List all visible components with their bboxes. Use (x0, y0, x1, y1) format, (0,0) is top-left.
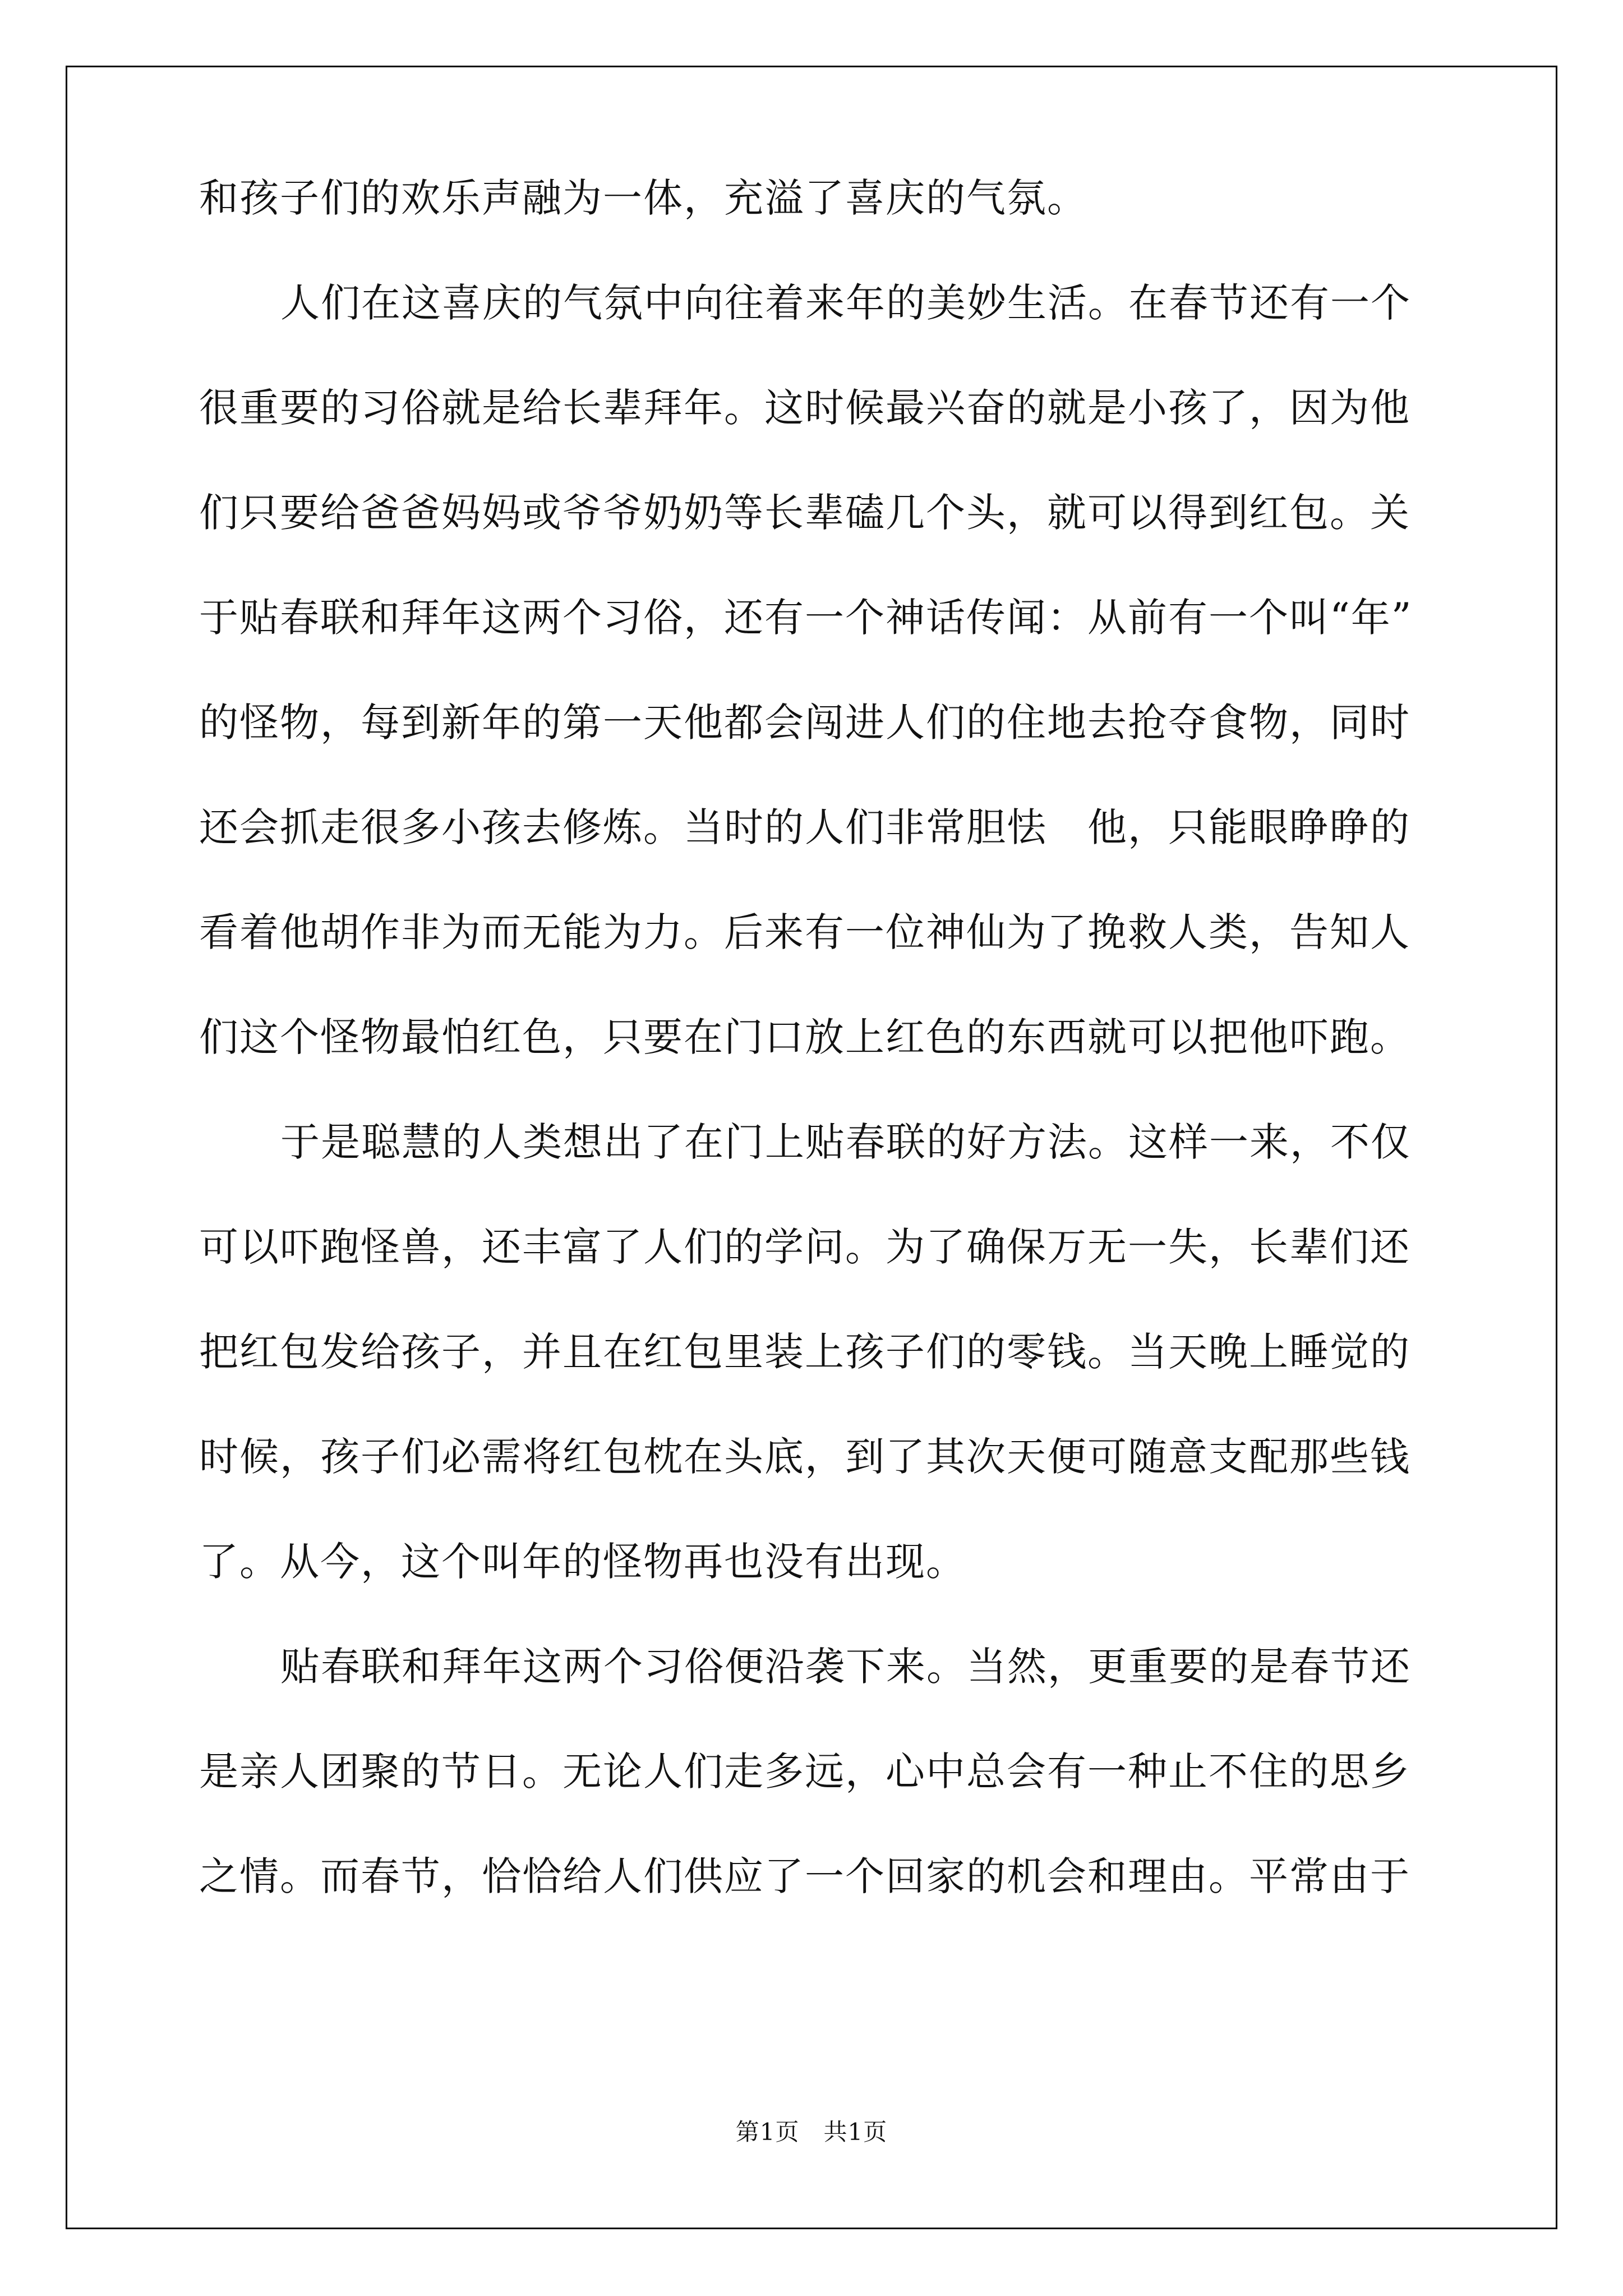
text-line: 的怪物，每到新年的第一天他都会闯进人们的住地去抢夺食物，同时 (199, 700, 1410, 746)
text-line: 贴春联和拜年这两个习俗便沿袭下来。当然，更重要的是春节还 (280, 1644, 1411, 1690)
text-line: 时候，孩子们必需将红包枕在头底，到了其次天便可随意支配那些钱 (199, 1434, 1410, 1480)
text-line: 于是聪慧的人类想出了在门上贴春联的好方法。这样一来，不仅 (280, 1119, 1411, 1165)
text-line: 很重要的习俗就是给长辈拜年。这时候最兴奋的就是小孩了，因为他 (199, 385, 1410, 431)
text-line: 是亲人团聚的节日。无论人们走多远，心中总会有一种止不住的思乡 (199, 1749, 1410, 1795)
page-number-footer: 第1页 共1页 (735, 2118, 888, 2146)
text-line: 们这个怪物最怕红色，只要在门口放上红色的东西就可以把他吓跑。 (199, 1014, 1410, 1060)
text-line: 人们在这喜庆的气氛中向往着来年的美妙生活。在春节还有一个 (280, 280, 1411, 326)
text-line: 可以吓跑怪兽，还丰富了人们的学问。为了确保万无一失，长辈们还 (199, 1224, 1410, 1270)
text-line: 于贴春联和拜年这两个习俗，还有一个神话传闻：从前有一个叫“年” (199, 595, 1413, 641)
text-line: 把红包发给孩子，并且在红包里装上孩子们的零钱。当天晚上睡觉的 (199, 1329, 1410, 1375)
text-line: 看着他胡作非为而无能为力。后来有一位神仙为了挽救人类，告知人 (199, 909, 1410, 955)
text-line: 们只要给爸爸妈妈或爷爷奶奶等长辈磕几个头，就可以得到红包。关 (199, 490, 1410, 536)
text-line: 还会抓走很多小孩去修炼。当时的人们非常胆怯 他，只能眼睁睁的 (199, 804, 1410, 850)
text-line: 之情。而春节，恰恰给人们供应了一个回家的机会和理由。平常由于 (199, 1853, 1410, 1899)
text-line: 和孩子们的欢乐声融为一体，充溢了喜庆的气氛。 (199, 175, 1087, 221)
text-line: 了。从今，这个叫年的怪物再也没有出现。 (199, 1539, 966, 1585)
